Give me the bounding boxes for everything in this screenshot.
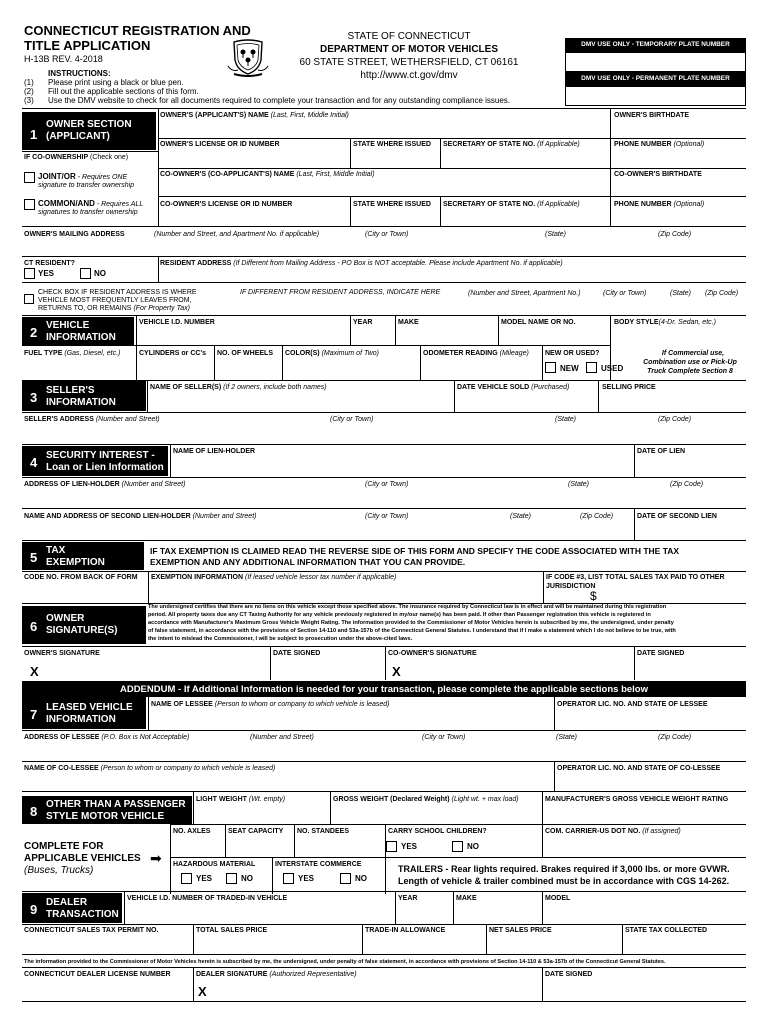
tradein-model-label: MODEL bbox=[545, 895, 571, 902]
coowner-name-label: CO-OWNER'S (CO-APPLICANT'S) NAME (Last, First, Middle Initial) bbox=[160, 171, 375, 178]
new-checkbox[interactable] bbox=[545, 362, 556, 373]
color-label: COLOR(S) (Maximum of Two) bbox=[285, 350, 379, 357]
seller-address-label: SELLER'S ADDRESS (Number and Street) bbox=[24, 416, 160, 423]
lessee-address-label: ADDRESS OF LESSEE (P.O. Box is Not Acceptable) bbox=[24, 734, 190, 741]
school-children-yes-checkbox[interactable] bbox=[386, 841, 397, 852]
hazmat-yes-checkbox[interactable] bbox=[181, 873, 192, 884]
hazmat-label: HAZARDOUS MATERIAL bbox=[173, 861, 256, 868]
instruction-3: Use the DMV website to check for all documents required to complete your transaction and for any outstanding compliance issues. bbox=[48, 96, 511, 105]
tradein-make-label: MAKE bbox=[456, 895, 477, 902]
section-4-title: SECURITY INTEREST - bbox=[46, 450, 155, 461]
property-tax-text-3: RETURNS TO, OR REMAINS (For Property Tax) bbox=[38, 305, 190, 312]
interstate-no-label: NO bbox=[355, 874, 367, 883]
tax-exemption-notice-1: IF TAX EXEMPTION IS CLAIMED READ THE REVERSE SIDE OF THIS FORM AND SPECIFY THE CODE ASSOCIATED WITH THE TAX bbox=[150, 546, 680, 556]
mailing-street-hint: (Number and Street, and Apartment No. if applicable) bbox=[154, 231, 320, 238]
carrier-dot-label: COM. CARRIER-US DOT NO. (If assigned) bbox=[545, 828, 681, 835]
ct-resident-no-checkbox[interactable] bbox=[80, 268, 91, 279]
lessee-city-hint: (City or Town) bbox=[422, 734, 466, 741]
new-or-used-label: NEW OR USED? bbox=[545, 350, 600, 357]
ct-resident-yes-checkbox[interactable] bbox=[24, 268, 35, 279]
form-number: H-13B REV. 4-2018 bbox=[24, 54, 103, 64]
coowner-signature-label: CO-OWNER'S SIGNATURE bbox=[388, 650, 477, 657]
commercial-note-3: Truck Complete Section 8 bbox=[647, 368, 733, 375]
owner-date-signed-label: DATE SIGNED bbox=[273, 650, 321, 657]
buses-trucks-label: (Buses, Trucks) bbox=[24, 865, 94, 876]
selling-price-label: SELLING PRICE bbox=[602, 384, 656, 391]
coowner-license-label: CO-OWNER'S LICENSE OR ID NUMBER bbox=[160, 201, 293, 208]
code3-label-2: JURISDICTION bbox=[546, 583, 596, 590]
connecticut-seal-icon bbox=[226, 36, 270, 78]
owner-license-label: OWNER'S LICENSE OR ID NUMBER bbox=[160, 141, 280, 148]
seller-city-hint: (City or Town) bbox=[330, 416, 374, 423]
dealer-signature-label: DEALER SIGNATURE (Authorized Representative) bbox=[196, 971, 357, 978]
section-2-subtitle: INFORMATION bbox=[46, 332, 116, 343]
instruction-num-2: (2) bbox=[24, 87, 34, 96]
ct-resident-no-label: NO bbox=[94, 269, 106, 278]
section-7-number: 7 bbox=[30, 707, 38, 722]
section-6-title: OWNER bbox=[46, 613, 85, 624]
exemption-code-label: CODE NO. FROM BACK OF FORM bbox=[24, 574, 138, 581]
axles-label: NO. AXLES bbox=[173, 828, 211, 835]
second-lienholder-zip-hint: (Zip Code) bbox=[580, 513, 614, 520]
section-8-title: OTHER THAN A PASSENGER bbox=[46, 799, 186, 810]
vin-label: VEHICLE I.D. NUMBER bbox=[139, 319, 215, 326]
section-9-subtitle: TRANSACTION bbox=[46, 909, 119, 920]
sales-tax-permit-label: CONNECTICUT SALES TAX PERMIT NO. bbox=[24, 927, 159, 934]
dealer-date-signed-label: DATE SIGNED bbox=[545, 971, 593, 978]
department-name: DEPARTMENT OF MOTOR VEHICLES bbox=[320, 44, 498, 55]
lessee-zip-hint: (Zip Code) bbox=[658, 734, 692, 741]
diff-state-hint: (State) bbox=[670, 290, 692, 297]
dmv-temp-plate-field bbox=[565, 52, 746, 72]
section-5-number: 5 bbox=[30, 550, 38, 565]
interstate-label: INTERSTATE COMMERCE bbox=[275, 861, 362, 868]
diff-address-hint: IF DIFFERENT FROM RESIDENT ADDRESS, INDICATE HERE bbox=[240, 289, 441, 296]
lienholder-state-hint: (State) bbox=[568, 481, 590, 488]
section-1-subtitle: (APPLICANT) bbox=[46, 131, 110, 142]
school-children-label: CARRY SCHOOL CHILDREN? bbox=[388, 828, 487, 835]
complete-for-label: COMPLETE FOR bbox=[24, 841, 104, 852]
commercial-note-1: If Commercial use, bbox=[661, 350, 725, 357]
applicable-vehicles-label: APPLICABLE VEHICLES bbox=[24, 853, 141, 864]
code3-label-1: IF CODE #3, LIST TOTAL SALES TAX PAID TO OTHER bbox=[546, 574, 725, 581]
tradein-year-label: YEAR bbox=[398, 895, 418, 902]
second-lienholder-state-hint: (State) bbox=[510, 513, 532, 520]
model-label: MODEL NAME OR NO. bbox=[501, 319, 576, 326]
owner-signature-x[interactable]: X bbox=[30, 664, 39, 679]
tax-exemption-notice-2: EXEMPTION AND ANY ADDITIONAL INFORMATION THAT YOU CAN PROVIDE. bbox=[150, 557, 466, 567]
form-title-line1: CONNECTICUT REGISTRATION AND bbox=[24, 23, 251, 38]
trailers-notice-1: TRAILERS - Rear lights required. Brakes required if 3,000 lbs. or more GVWR. bbox=[398, 864, 730, 874]
standees-label: NO. STANDEES bbox=[297, 828, 349, 835]
owner-state-issued-label: STATE WHERE ISSUED bbox=[353, 141, 431, 148]
diff-city-hint: (City or Town) bbox=[603, 290, 647, 297]
section-4-number: 4 bbox=[30, 455, 38, 470]
instructions-label: INSTRUCTIONS: bbox=[48, 69, 111, 78]
section-1-number: 1 bbox=[30, 127, 38, 142]
tradein-allowance-label: TRADE-IN ALLOWANCE bbox=[365, 927, 446, 934]
dmv-perm-plate-field bbox=[565, 86, 746, 106]
joint-or-checkbox[interactable] bbox=[24, 172, 35, 183]
tradein-vin-label: VEHICLE I.D. NUMBER OF TRADED-IN VEHICLE bbox=[127, 895, 288, 902]
instruction-2: Fill out the applicable sections of this form. bbox=[48, 87, 199, 96]
dmv-temp-plate-label: DMV USE ONLY - TEMPORARY PLATE NUMBER bbox=[565, 38, 746, 52]
section-2-number: 2 bbox=[30, 325, 38, 340]
instruction-1: Please print using a black or blue pen. bbox=[48, 78, 184, 87]
date-sold-label: DATE VEHICLE SOLD (Purchased) bbox=[457, 384, 570, 391]
school-children-no-checkbox[interactable] bbox=[452, 841, 463, 852]
lienholder-city-hint: (City or Town) bbox=[365, 481, 409, 488]
state-name: STATE OF CONNECTICUT bbox=[347, 31, 471, 42]
exemption-info-label: EXEMPTION INFORMATION (If leased vehicle lessor tax number if applicable) bbox=[151, 574, 397, 581]
section-9-number: 9 bbox=[30, 902, 38, 917]
second-lienholder-label: NAME AND ADDRESS OF SECOND LIEN-HOLDER (Number and Street) bbox=[24, 513, 257, 520]
interstate-yes-checkbox[interactable] bbox=[283, 873, 294, 884]
section-7-title: LEASED VEHICLE bbox=[46, 702, 133, 713]
lienholder-zip-hint: (Zip Code) bbox=[670, 481, 704, 488]
property-tax-text-2: VEHICLE MOST FREQUENTLY LEAVES FROM, bbox=[38, 297, 192, 304]
hazmat-no-label: NO bbox=[241, 874, 253, 883]
used-checkbox[interactable] bbox=[586, 362, 597, 373]
new-label: NEW bbox=[560, 364, 579, 373]
hazmat-no-checkbox[interactable] bbox=[226, 873, 237, 884]
section-7-subtitle: INFORMATION bbox=[46, 714, 116, 725]
lessee-name-label: NAME OF LESSEE (Person to whom or company to which vehicle is leased) bbox=[151, 701, 390, 708]
lien-date-label: DATE OF LIEN bbox=[637, 448, 686, 455]
addendum-text: ADDENDUM - If Additional Information is needed for your transaction, please complete the applicable sections below bbox=[119, 684, 649, 695]
certification-line-1: The undersigned certifies that there are no liens on this vehicle except those specified above. The insurance required by Connecticut law is in effect and will be maintained during this registration bbox=[148, 604, 667, 610]
mailing-zip-hint: (Zip Code) bbox=[658, 231, 692, 238]
section-5-subtitle: EXEMPTION bbox=[46, 557, 105, 568]
mailing-address-label: OWNER'S MAILING ADDRESS bbox=[24, 231, 125, 238]
body-style-label: BODY STYLE(4-Dr. Sedan, etc.) bbox=[614, 319, 716, 326]
common-and-hint: signatures to transfer ownership bbox=[38, 209, 138, 216]
dealer-signature-x[interactable]: X bbox=[198, 984, 207, 999]
resident-address-label: RESIDENT ADDRESS (If Different from Mailing Address - PO Box is NOT acceptable. Please include Apartment No. if applicable) bbox=[160, 260, 563, 267]
owner-signature-label: OWNER'S SIGNATURE bbox=[24, 650, 100, 657]
state-tax-collected-label: STATE TAX COLLECTED bbox=[625, 927, 708, 934]
dealer-license-label: CONNECTICUT DEALER LICENSE NUMBER bbox=[24, 971, 171, 978]
coownership-label: IF CO-OWNERSHIP (Check one) bbox=[24, 154, 129, 161]
arrow-right-icon: ➡ bbox=[150, 850, 162, 866]
wheels-label: NO. OF WHEELS bbox=[217, 350, 273, 357]
common-and-label: COMMON/AND - Requires ALL bbox=[38, 199, 144, 208]
make-label: MAKE bbox=[398, 319, 419, 326]
form-title-line2: TITLE APPLICATION bbox=[24, 38, 151, 53]
lessee-operator-lic-label: OPERATOR LIC. NO. AND STATE OF LESSEE bbox=[557, 701, 708, 708]
trailers-notice-2: Length of vehicle & trailer combined must be in accordance with CGS 14-262. bbox=[398, 876, 730, 886]
section-3-number: 3 bbox=[30, 390, 38, 405]
used-label: USED bbox=[601, 364, 624, 373]
section-6-number: 6 bbox=[30, 619, 38, 634]
owner-name-label: OWNER'S (APPLICANT'S) NAME (Last, First, Middle Initial) bbox=[160, 112, 349, 119]
net-sales-price-label: NET SALES PRICE bbox=[489, 927, 552, 934]
dmv-perm-plate-label: DMV USE ONLY - PERMANENT PLATE NUMBER bbox=[565, 72, 746, 86]
second-lienholder-city-hint: (City or Town) bbox=[365, 513, 409, 520]
section-3-title: SELLER'S bbox=[46, 385, 95, 396]
year-label: YEAR bbox=[353, 319, 373, 326]
department-url[interactable]: http://www.ct.gov/dmv bbox=[360, 70, 458, 81]
coowner-date-signed-label: DATE SIGNED bbox=[637, 650, 685, 657]
common-and-checkbox[interactable] bbox=[24, 199, 35, 210]
dealer-certification: The information provided to the Commissioner of Motor Vehicles herein is subscribed by me, the undersigned, under penalty of false statement, in accordance with provisions of Section 14-110 & 53a-157b of the Connecticut General Statutes. bbox=[24, 959, 666, 965]
seat-capacity-label: SEAT CAPACITY bbox=[228, 828, 284, 835]
instruction-num-3: (3) bbox=[24, 96, 34, 105]
coowner-state-issued-label: STATE WHERE ISSUED bbox=[353, 201, 431, 208]
total-sales-price-label: TOTAL SALES PRICE bbox=[196, 927, 268, 934]
owner-sos-label: SECRETARY OF STATE NO. (If Applicable) bbox=[443, 141, 580, 148]
property-tax-text-1: CHECK BOX IF RESIDENT ADDRESS IS WHERE bbox=[38, 289, 197, 296]
lessee-street-hint: (Number and Street) bbox=[250, 734, 314, 741]
ct-resident-label: CT RESIDENT? bbox=[24, 260, 75, 267]
section-1-title: OWNER SECTION bbox=[46, 119, 132, 130]
property-tax-checkbox[interactable] bbox=[24, 294, 34, 304]
joint-or-hint: signature to transfer ownership bbox=[38, 182, 135, 189]
certification-line-2: period. All property taxes due any CT Taxing Authority for any vehicle previously registered in my/our name(s) has been paid. If other than Passenger registration this vehicle is registered in bbox=[148, 612, 651, 618]
gross-weight-label: GROSS WEIGHT (Declared Weight) (Light wt. + max load) bbox=[333, 796, 519, 803]
cylinders-label: CYLINDERS or CC's bbox=[139, 350, 207, 357]
section-8-subtitle: STYLE MOTOR VEHICLE bbox=[46, 811, 165, 822]
hazmat-yes-label: YES bbox=[196, 874, 213, 883]
joint-or-label: JOINT/OR - Requires ONE bbox=[38, 172, 128, 181]
school-children-no-label: NO bbox=[467, 842, 479, 851]
section-3-subtitle: INFORMATION bbox=[46, 397, 116, 408]
diff-street-hint: (Number and Street, Apartment No.) bbox=[468, 290, 581, 297]
owner-birthdate-label: OWNER'S BIRTHDATE bbox=[614, 112, 690, 119]
commercial-note-2: Combination use or Pick-Up bbox=[643, 359, 737, 366]
mailing-city-hint: (City or Town) bbox=[365, 231, 409, 238]
diff-zip-hint: (Zip Code) bbox=[705, 290, 739, 297]
school-children-yes-label: YES bbox=[401, 842, 418, 851]
lienholder-name-label: NAME OF LIEN-HOLDER bbox=[173, 448, 256, 455]
coowner-phone-label: PHONE NUMBER (Optional) bbox=[614, 201, 705, 208]
fuel-type-label: FUEL TYPE (Gas, Diesel, etc.) bbox=[24, 350, 121, 357]
section-4-subtitle: Loan or Lien Information bbox=[46, 462, 164, 473]
certification-line-3: accordance with Manufacturer's Maximum Gross Vehicle Weight Rating. The information provided to the Commissioner of Motor Vehicles herein is subscribed by me, the undersigned, under penalty bbox=[148, 620, 674, 626]
second-lien-date-label: DATE OF SECOND LIEN bbox=[637, 513, 717, 520]
section-2-title: VEHICLE bbox=[46, 320, 90, 331]
colessee-name-label: NAME OF CO-LESSEE (Person to whom or company to which vehicle is leased) bbox=[24, 765, 276, 772]
certification-line-4: of false statement, in accordance with the provisions of Section 14-110 and 53a-157b of the Connecticut General Statutes. I understand that if I make a statement which I do not believe to be true, with bbox=[148, 628, 676, 634]
seller-zip-hint: (Zip Code) bbox=[658, 416, 692, 423]
instruction-num-1: (1) bbox=[24, 78, 34, 87]
interstate-yes-label: YES bbox=[298, 874, 315, 883]
seller-name-label: NAME OF SELLER(S) (If 2 owners, include both names) bbox=[150, 384, 327, 391]
coowner-signature-x[interactable]: X bbox=[392, 664, 401, 679]
certification-line-5: the intent to mislead the Commissioner, I will be subject to prosecution under the above-cited laws. bbox=[148, 636, 413, 642]
colessee-operator-lic-label: OPERATOR LIC. NO. AND STATE OF CO-LESSEE bbox=[557, 765, 721, 772]
department-address: 60 STATE STREET, WETHERSFIELD, CT 06161 bbox=[299, 57, 519, 68]
odometer-label: ODOMETER READING (Mileage) bbox=[423, 350, 529, 357]
seller-state-hint: (State) bbox=[555, 416, 577, 423]
owner-phone-label: PHONE NUMBER (Optional) bbox=[614, 141, 705, 148]
section-9-title: DEALER bbox=[46, 897, 88, 908]
section-5-title: TAX bbox=[46, 545, 66, 556]
mailing-state-hint: (State) bbox=[545, 231, 567, 238]
coowner-sos-label: SECRETARY OF STATE NO. (If Applicable) bbox=[443, 201, 580, 208]
ct-resident-yes-label: YES bbox=[38, 269, 55, 278]
lienholder-address-label: ADDRESS OF LIEN-HOLDER (Number and Street) bbox=[24, 481, 186, 488]
light-weight-label: LIGHT WEIGHT (Wt. empty) bbox=[196, 796, 286, 803]
lessee-state-hint: (State) bbox=[556, 734, 578, 741]
section-6-subtitle: SIGNATURE(S) bbox=[46, 625, 118, 636]
section-8-number: 8 bbox=[30, 804, 38, 819]
mgvwr-label: MANUFACTURER'S GROSS VEHICLE WEIGHT RATING bbox=[545, 796, 729, 803]
dollar-sign: $ bbox=[590, 589, 597, 603]
coowner-birthdate-label: CO-OWNER'S BIRTHDATE bbox=[614, 171, 702, 178]
interstate-no-checkbox[interactable] bbox=[340, 873, 351, 884]
